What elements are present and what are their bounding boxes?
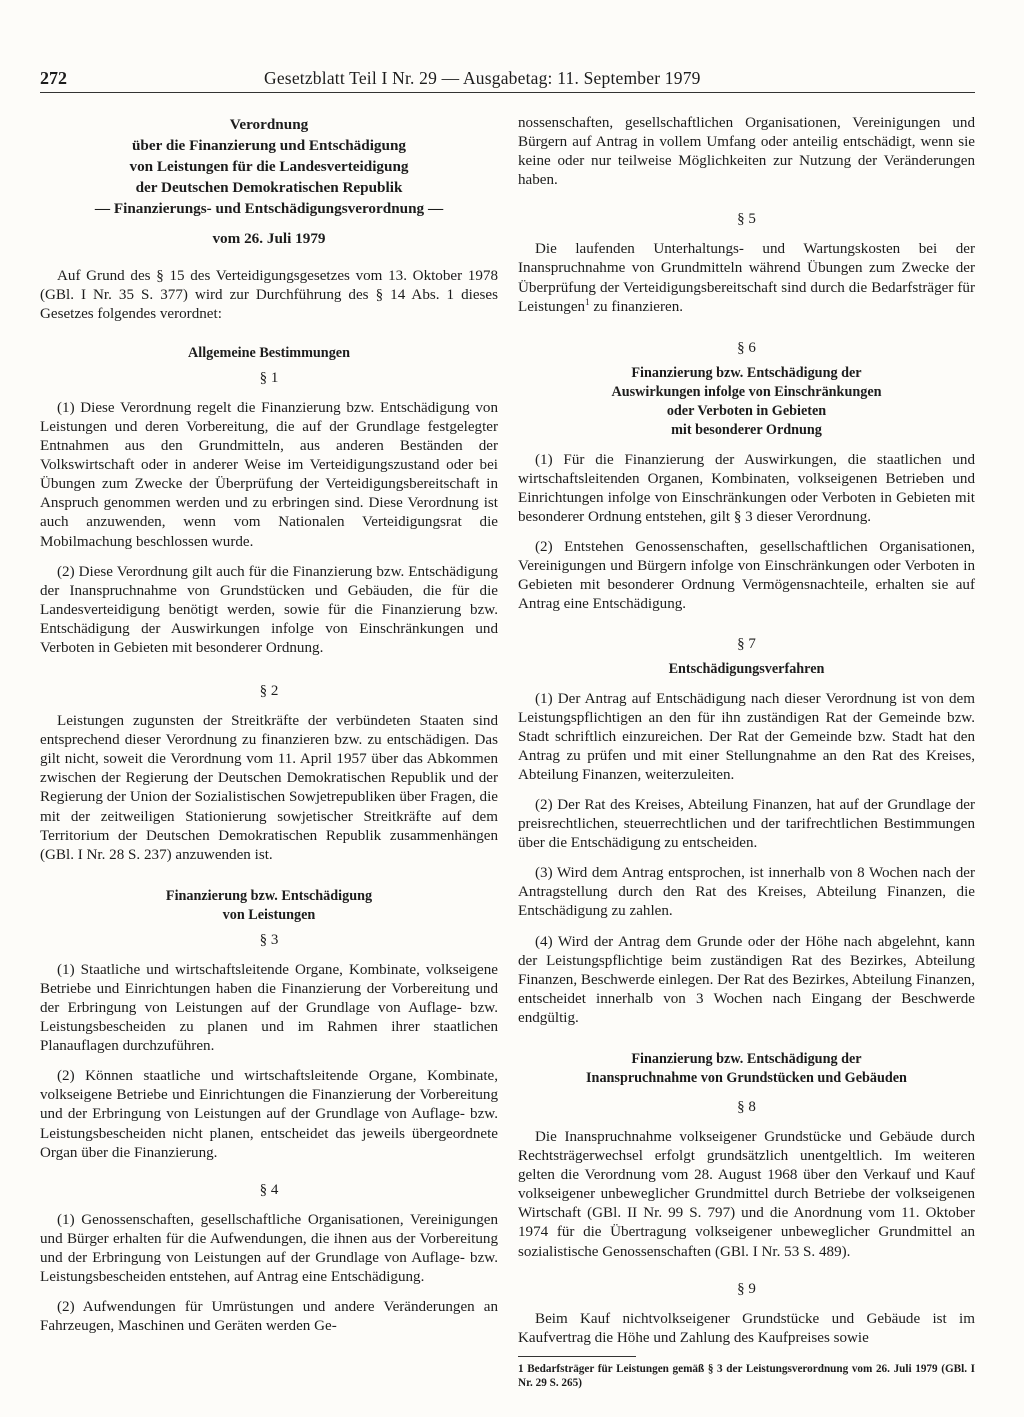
section-7-para-2: (2) Der Rat des Kreises, Abteilung Finanzen, hat auf der Grundlage der preisrechtlichen, steuerrechtlichen und der tarifrechtlichen Bestimmungen über die Entschädigung zu entscheiden. — [518, 796, 975, 852]
heading-line: Inanspruchnahme von Grundstücken und Gebäuden — [586, 1070, 907, 1086]
section-4-para-2: (2) Aufwendungen für Umrüstungen und andere Veränderungen an Fahrzeugen, Maschinen und Geräten werden Ge- — [40, 1299, 498, 1335]
title-line: über die Finanzierung und Entschädigung — [131, 137, 407, 155]
heading-line: Finanzierung bzw. Entschädigung der — [631, 1051, 862, 1067]
title-line: — Finanzierungs- und Entschädigungsverordnung — — [94, 200, 444, 218]
heading-line: Auswirkungen infolge von Einschränkungen — [611, 383, 882, 400]
page-number: 272 — [40, 68, 67, 88]
section-7-para-3: (3) Wird dem Antrag entsprochen, ist innerhalb von 8 Wochen nach der Antragstellung durch den Rat des Kreises, Abteilung Finanzen, die Entschädigung zu zahlen. — [518, 865, 975, 920]
footnote: 1 Bedarfsträger für Leistungen gemäß § 3 der Leistungsverordnung vom 26. Juli 1979 (GBl. I Nr. 29 S. 265) — [518, 1363, 975, 1389]
footnote-reference: 1 — [585, 296, 590, 307]
heading-line: oder Verboten in Gebieten — [666, 402, 827, 419]
section-2-para-1: Leistungen zugunsten der Streitkräfte der verbündeten Staaten sind entsprechend dieser Verordnung zu finanzieren bzw. zu entschädigen. Das gilt nicht, soweit die Verordnung vom 11. April 1957 über das Abkommen zwischen der Regierung der Deutschen Demokratischen Republik und der Regierung der Union der Sozialistischen Sowjetrepubliken über Fragen, die mit der zeitweiligen Stationierung sowjetischer Streitkräfte auf dem Territorium der Deutschen Demokratischen Republik zusammenhängen (GBl. I Nr. 28 S. 237) anzuwenden ist. — [40, 713, 498, 863]
footnote-divider — [518, 1356, 636, 1357]
section-1-sign: § 1 — [259, 369, 279, 386]
section-6-sign: § 6 — [737, 339, 756, 356]
section-9-sign: § 9 — [737, 1280, 756, 1297]
section-9-para-1: Beim Kauf nichtvolkseigener Grundstücke und Gebäude ist im Kaufvertrag die Höhe und Zahlung des Kaufpreises sowie — [518, 1310, 975, 1346]
heading-line: von Leistungen — [222, 906, 316, 923]
title-line: Verordnung — [229, 116, 309, 133]
section-3-para-1: (1) Staatliche und wirtschaftsleitende Organe, Kombinate, volkseigene Betriebe und Einrichtungen haben die Finanzierung der Vorbereitung und der Erbringung von Leistungen auf der Grundlage von Auflage- bzw. Leistungsbescheiden zu planen und im Rahmen ihrer staatlichen Planauflagen durchzuführen. — [40, 961, 498, 1055]
section-5-text: Die laufenden Unterhaltungs- und Wartungskosten bei der Inanspruchnahme von Grundmitteln während Übungen zum Zwecke der Überprüfung der Verteidigungsbereitschaft sind durch die Bedarfsträger für Leistungen — [518, 241, 975, 315]
section-2-sign: § 2 — [259, 683, 279, 700]
section-5-sign: § 5 — [737, 211, 756, 228]
section-1-para-2: (2) Diese Verordnung gilt auch für die Finanzierung bzw. Entschädigung der Inanspruchnahme von Grundstücken und Gebäuden, die für die Landesverteidigung benötigt werden, sowie für die Finanzierung bzw. Entschädigung der Auswirkungen infolge von Einschränkungen und Verboten in Gebieten mit besonderer Ordnung. — [40, 563, 498, 656]
ordinance-title — [40, 114, 498, 219]
page-header — [40, 68, 975, 93]
section-3-sign: § 3 — [259, 931, 279, 948]
section-8-para-1: Die Inanspruchnahme volkseigener Grundstücke und Gebäude durch Rechtsträgerwechsel erfolgt grundsätzlich unentgeltlich. Im weiteren gelten die Verordnung vom 28. August 1968 über den Verkauf und Kauf volkseigener unbeweglicher Grundmittel durch Betriebe der volkseigenen Wirtschaft (GBl. II Nr. 99 S. 797) und die Anordnung vom 11. Oktober 1974 für die Übertragung volkseigener unbeweglicher Grundmittel an sozialistische Genossenschaften (GBl. I Nr. 53 S. 489). — [518, 1129, 975, 1260]
heading-line: Finanzierung bzw. Entschädigung — [165, 887, 373, 904]
heading-financing-of-services — [40, 887, 498, 925]
section-6-para-1: (1) Für die Finanzierung der Auswirkungen, die staatlichen und wirtschaftsleitenden Organen, Kombinaten, volkseigenen Betrieben und Einrichtungen infolge von Einschränkungen oder Verboten in Gebieten mit besonderer Ordnung entstehen, gilt § 3 dieser Verordnung. — [518, 451, 975, 526]
section-7-para-4: (4) Wird der Antrag dem Grunde oder der Höhe nach abgelehnt, kann der Leistungspflichtige beim zuständigen Rat des Bezirkes, Abteilung Finanzen, Beschwerde einlegen. Der Rat des Bezirkes, Abteilung Finanzen, entscheidet innerhalb von 3 Wochen nach Eingang der Beschwerde endgültig. — [518, 933, 975, 1026]
heading-line: mit besonderer Ordnung — [671, 421, 822, 438]
right-column — [518, 114, 975, 1348]
heading-line: Finanzierung bzw. Entschädigung der — [631, 364, 862, 381]
heading-general-provisions: Allgemeine Bestimmungen — [188, 344, 350, 361]
section-3-para-2: (2) Können staatliche und wirtschaftsleitende Organe, Kombinate, volkseigene Betriebe und Einrichtungen die Finanzierung der Vorbereitung und der Erbringung von Leistungen auf der Grundlage von Auflage- bzw. Leistungsbescheiden nicht planen, entscheidet das jeweils übergeordnete Organ über die Finanzierung. — [40, 1068, 498, 1161]
section-4-para-1: (1) Genossenschaften, gesellschaftliche Organisationen, Vereinigungen und Bürger erhalten für die Aufwendungen, die ihnen aus der Vorbereitung und der Erbringung von Leistungen auf der Grundlage von Auflage- bzw. Leistungsbescheiden entstehen, auf Antrag eine Entschädigung. — [40, 1211, 498, 1286]
section-4-continuation: nossenschaften, gesellschaftlichen Organisationen, Vereinigungen und Bürgern auf Antrag in vollem Umfang oder anteilig entschädigt, wenn sie keine oder nur teilweise Möglichkeiten zur Nutzung der Veränderungen haben. — [518, 115, 975, 189]
heading-section-6 — [518, 364, 975, 440]
section-7-sign: § 7 — [737, 635, 756, 652]
section-4-sign: § 4 — [259, 1181, 279, 1198]
section-5-para-1 — [518, 240, 975, 316]
heading-property-use — [518, 1050, 975, 1088]
ordinance-date: vom 26. Juli 1979 — [212, 230, 326, 248]
section-8-sign: § 8 — [737, 1099, 756, 1115]
section-7-para-1: (1) Der Antrag auf Entschädigung nach dieser Verordnung ist von dem Leistungspflichtigen an den für ihn zuständigen Rat der Gemeinde bzw. Stadt schriftlich einzureichen. Der Rat der Gemeinde bzw. Stadt hat den Antrag zu prüfen und mit einer Stellungnahme an den Rat des Kreises, Abteilung Finanzen, weiterzuleiten. — [518, 690, 975, 783]
section-5-text-end: zu finanzieren. — [589, 298, 684, 315]
title-line: von Leistungen für die Landesverteidigung — [129, 158, 409, 176]
section-6-para-2: (2) Entstehen Genossenschaften, gesellschaftlichen Organisationen, Vereinigungen und Bürgern infolge von Einschränkungen oder Verboten in Gebieten mit besonderer Ordnung Vermögensnachteile, erhalten sie auf Antrag eine Entschädigung. — [518, 539, 975, 613]
section-1-para-1: (1) Diese Verordnung regelt die Finanzierung bzw. Entschädigung von Leistungen und deren Vorbereitung, die auf der Grundlage festgelegter Entnahmen aus den Grundmitteln, aus anderen Beständen der Volkswirtschaft oder in anderer Weise im Verteidigungszustand oder bei Übungen zum Zwecke der Überprüfung der Verteidigungsbereitschaft in Anspruch genommen werden und zu erbringen sind. Diese Verordnung ist auch anzuwenden, wenn vom Nationalen Verteidigungsrat die Mobilmachung beschlossen wurde. — [40, 399, 498, 550]
preamble: Auf Grund des § 15 des Verteidigungsgesetzes vom 13. Oktober 1978 (GBl. I Nr. 35 S. 377) wird zur Durchführung des § 14 Abs. 1 dieses Gesetzes folgendes verordnet: — [40, 267, 498, 322]
title-line: der Deutschen Demokratischen Republik — [135, 179, 403, 197]
heading-compensation-procedure: Entschädigungsverfahren — [668, 660, 825, 677]
gazette-header-title: Gesetzblatt Teil I Nr. 29 — Ausgabetag: 11. September 1979 — [264, 68, 701, 88]
left-column — [40, 114, 498, 1336]
